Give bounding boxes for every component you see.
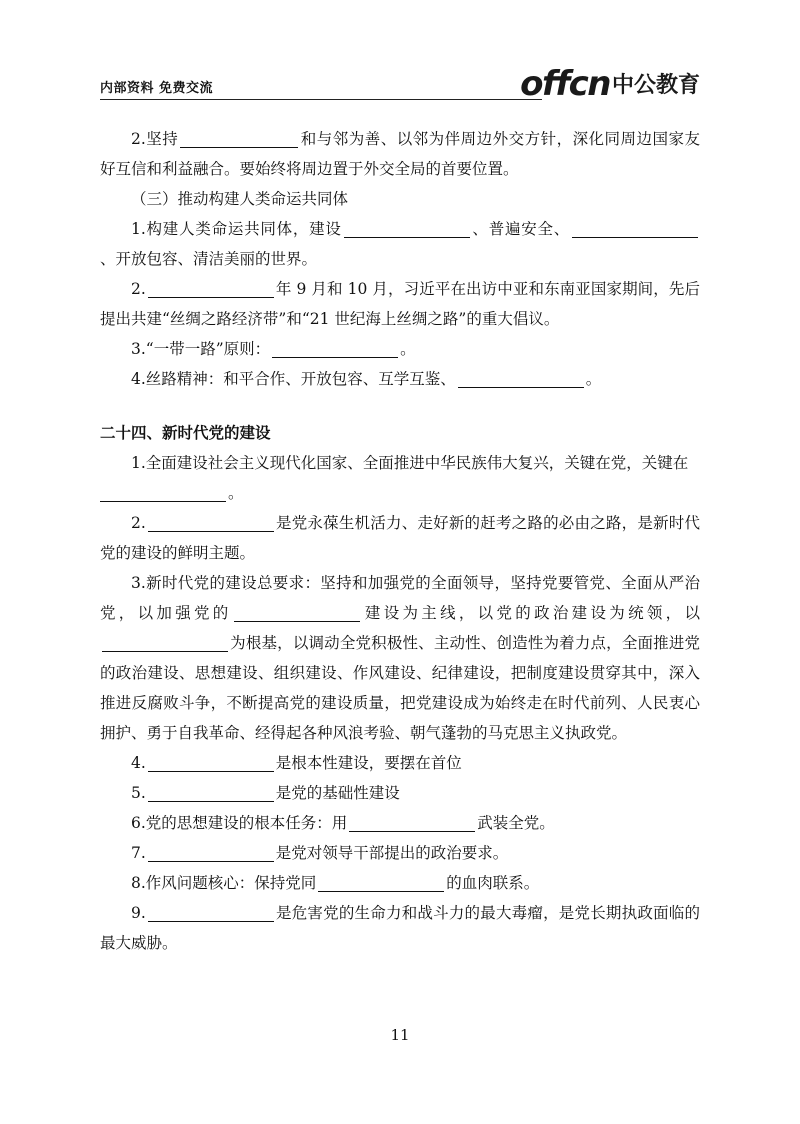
section-heading: 二十四、新时代党的建设 (100, 424, 271, 442)
paragraph-peripheral-diplomacy: 2.坚持 和与邻为善、以邻为伴周边外交方针，深化同周边国家友好互信和利益融合。要始终将周边置于外交全局的首要位置。 (100, 130, 700, 178)
answer-blank (349, 813, 475, 832)
paragraph-basic-construction: 5. 是党的基础性建设 (131, 784, 400, 802)
paragraph-corruption-threat: 9. 是危害党的生命力和战斗力的最大毒瘤，是党长期执政面临的最大威胁。 (100, 904, 700, 952)
subheading-community: （三）推动构建人类命运共同体 (131, 190, 349, 208)
answer-blank (148, 753, 274, 772)
logo-wordmark: offcn (520, 64, 610, 104)
paragraph-self-revolution: 2. 是党永葆生机活力、走好新的赶考之路的必由之路，是新时代党的建设的鲜明主题。 (100, 514, 700, 562)
answer-blank (458, 369, 584, 388)
offcn-logo (520, 60, 700, 104)
paragraph-belt-road-year: 2. 年 9 月和 10 月，习近平在出访中亚和东南亚国家期间，先后提出共建“丝绸之路经济带”和“21 世纪海上丝绸之路”的重大倡议。 (100, 280, 700, 328)
answer-blank (180, 129, 298, 148)
answer-blank (148, 843, 274, 862)
page-header (100, 60, 700, 104)
paragraph-general-requirements: 3.新时代党的建设总要求：坚持和加强党的全面领导，坚持党要管党、全面从严治党，以加强党的 建设为主线，以党的政治建设为统领，以为根基，以调动全党积极性、主动性、创造性为着力点，全面推进党的政治建设、思想建设、组织建设、作风建设、纪律建设，把制度建设贯穿其中，深入推进反腐败斗争，不断提高党的建设质量，把党建设成为始终走在时代前列、人民衷心拥护、勇于自我革命、经得起各种风浪考验、朝气蓬勃的马克思主义执政党。 (100, 574, 700, 742)
answer-blank (234, 603, 360, 622)
paragraph-belt-road-principle: 3.“一带一路”原则： 。 (131, 340, 416, 358)
answer-blank (102, 633, 228, 652)
paragraph-fundamental-construction: 4. 是根本性建设，要摆在首位 (131, 754, 462, 772)
answer-blank (148, 783, 274, 802)
answer-blank (148, 903, 274, 922)
page-body (100, 124, 700, 958)
logo-chinese: 中公教育 (611, 73, 700, 98)
paragraph-key-party: 1.全面建设社会主义现代化国家、全面推进中华民族伟大复兴，关键在党，关键在 (131, 454, 689, 472)
paragraph-political-requirement: 7. 是党对领导干部提出的政治要求。 (131, 844, 509, 862)
paragraph-work-style-core: 8.作风问题核心：保持党同 的血肉联系。 (131, 874, 540, 892)
paragraph-ideological-task: 6.党的思想建设的根本任务：用 武装全党。 (131, 814, 555, 832)
paragraph-silk-road-spirit: 4.丝路精神：和平合作、开放包容、互学互鉴、 。 (131, 370, 602, 388)
paragraph-key-party-cont: 。 (100, 478, 700, 508)
answer-blank (148, 279, 274, 298)
header-rule (100, 99, 542, 100)
answer-blank (344, 219, 470, 238)
answer-blank (272, 339, 398, 358)
header-label: 内部资料 免费交流 (100, 81, 214, 96)
answer-blank (318, 873, 444, 892)
answer-blank (100, 483, 226, 502)
answer-blank (148, 513, 274, 532)
answer-blank (572, 219, 698, 238)
paragraph-community-world: 1.构建人类命运共同体，建设 、普遍安全、、开放包容、清洁美丽的世界。 (100, 214, 700, 274)
page-number: 11 (390, 1026, 410, 1044)
